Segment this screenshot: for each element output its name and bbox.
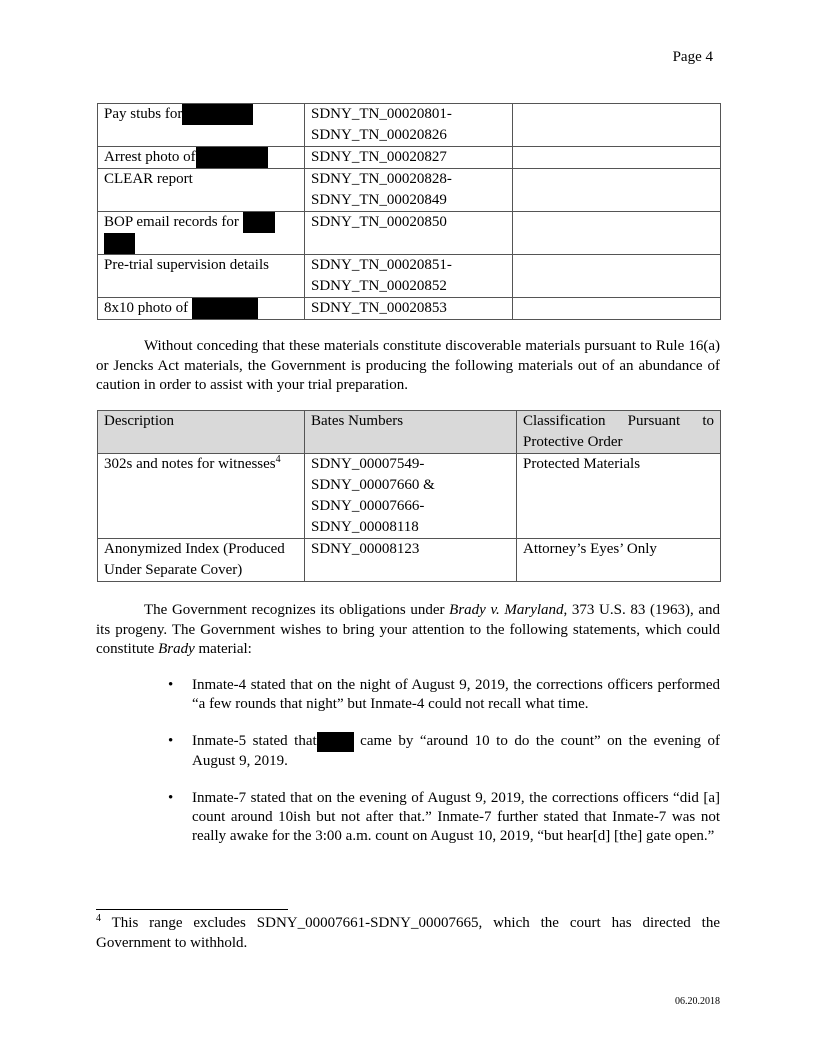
redaction-box (317, 732, 354, 752)
bullet-icon: • (168, 790, 174, 806)
bates-number: SDNY_00007666- (311, 498, 425, 514)
row-description: 302s and notes for witnesses (104, 456, 276, 472)
footnote-text: This range excludes SDNY_00007661-SDNY_00007665, which the court has directed the Government to withhold. (96, 915, 720, 951)
table-cell (513, 255, 721, 298)
table-cell (98, 298, 305, 320)
page-number: Page 4 (672, 49, 713, 65)
table-cell (305, 298, 513, 320)
bates-number: SDNY_00007549- (311, 456, 425, 472)
table-cell (513, 169, 721, 212)
table-row (98, 255, 721, 298)
statement-list (166, 676, 720, 864)
table-cell (98, 169, 305, 212)
classification-cell: Protected Materials (517, 454, 721, 539)
brady-term: Brady (158, 641, 195, 657)
table-cell (305, 212, 513, 255)
row-description: Anonymized Index (Produced Under Separate Cover) (98, 539, 305, 582)
table-header-row (98, 411, 721, 454)
row-description: BOP email records for (104, 214, 239, 230)
table-cell (98, 104, 305, 147)
header-bates: Bates Numbers (305, 411, 517, 454)
table-cell (305, 539, 517, 582)
list-item (166, 676, 720, 714)
classification-cell: Attorney’s Eyes’ Only (517, 539, 721, 582)
bates-number: SDNY_00007660 & (311, 477, 435, 493)
footnote-ref: 4 (275, 454, 281, 465)
redaction-box (192, 298, 258, 319)
table-cell (305, 169, 513, 212)
table-row (98, 147, 721, 169)
redaction-box (182, 104, 253, 125)
table-row (98, 298, 721, 320)
statement-text: Inmate-5 stated that (192, 733, 317, 749)
text-run: material: (194, 641, 252, 657)
table-cell (513, 104, 721, 147)
list-item (166, 789, 720, 846)
table-cell (98, 147, 305, 169)
row-description: Arrest photo of (104, 149, 196, 165)
table-cell (305, 255, 513, 298)
bates-number: SDNY_TN_00020853 (311, 300, 447, 316)
table-cell (513, 298, 721, 320)
bates-number: SDNY_TN_00020850 (311, 214, 447, 230)
table-cell (98, 255, 305, 298)
table-row (98, 104, 721, 147)
footnote-divider (96, 909, 288, 910)
bates-number: SDNY_00008118 (311, 519, 419, 535)
header-classification: Classification Pursuant to Protective Order (517, 411, 721, 454)
brady-paragraph (96, 601, 720, 660)
bates-number: SDNY_TN_00020849 (311, 192, 447, 208)
header-description: Description (98, 411, 305, 454)
footnote (96, 914, 720, 953)
bates-number: SDNY_TN_00020852 (311, 278, 447, 294)
table-cell (98, 454, 305, 539)
row-description: CLEAR report (104, 171, 193, 187)
redaction-box (104, 233, 135, 254)
statement-text: Inmate-7 stated that on the evening of August 9, 2019, the corrections officers “did [a] count around 10ish but not after that.” Inmate-7 further stated that Inmate-7 was not really awake for the 3:00 a.m. count on August 10, 2019, “but hear[d] [the] gate open.” (192, 790, 720, 844)
table-cell (305, 147, 513, 169)
table-cell (513, 212, 721, 255)
table-cell (305, 104, 513, 147)
intro-paragraph: Without conceding that these materials constitute discoverable materials pursuant to Rule 16(a) or Jencks Act materials, the Government is producing the following materials out of an abundance of caution in order to assist with your trial preparation. (96, 338, 720, 393)
bates-number: SDNY_TN_00020826 (311, 127, 447, 143)
table-cell (305, 454, 517, 539)
footer-date: 06.20.2018 (675, 996, 720, 1007)
redaction-box (196, 147, 268, 168)
bullet-icon: • (168, 733, 174, 749)
materials-table (97, 103, 721, 320)
redaction-box (243, 212, 275, 233)
bates-number: SDNY_TN_00020851- (311, 257, 452, 273)
statement-text: came by “around 10 to do the count” on the evening of August 9, 2019. (192, 733, 721, 769)
table-row (98, 454, 721, 539)
footnote-number: 4 (96, 913, 101, 924)
text-run: , 373 U.S. 83 (1963), and its progeny. The Government wishes to bring your attention to the following statements, which could constitute (96, 602, 720, 657)
bates-number: SDNY_TN_00020827 (311, 149, 447, 165)
text-run: The Government recognizes its obligations under (144, 602, 450, 618)
statement-text: Inmate-4 stated that on the night of August 9, 2019, the corrections officers performed “a few rounds that night” but Inmate-4 could not recall what time. (192, 677, 720, 712)
row-description: Pay stubs for (104, 106, 183, 122)
production-table (97, 410, 721, 582)
table-row (98, 539, 721, 582)
case-citation: Brady v. Maryland (449, 602, 564, 618)
row-description: Pre-trial supervision details (104, 257, 269, 273)
bates-number: SDNY_TN_00020828- (311, 171, 452, 187)
table-cell (513, 147, 721, 169)
bates-number: SDNY_00008123 (311, 541, 420, 557)
list-item (166, 732, 720, 771)
table-cell (98, 212, 305, 255)
table-row (98, 169, 721, 212)
row-description: 8x10 photo of (104, 300, 189, 316)
bates-number: SDNY_TN_00020801- (311, 106, 452, 122)
table-row (98, 212, 721, 255)
bullet-icon: • (168, 677, 174, 693)
